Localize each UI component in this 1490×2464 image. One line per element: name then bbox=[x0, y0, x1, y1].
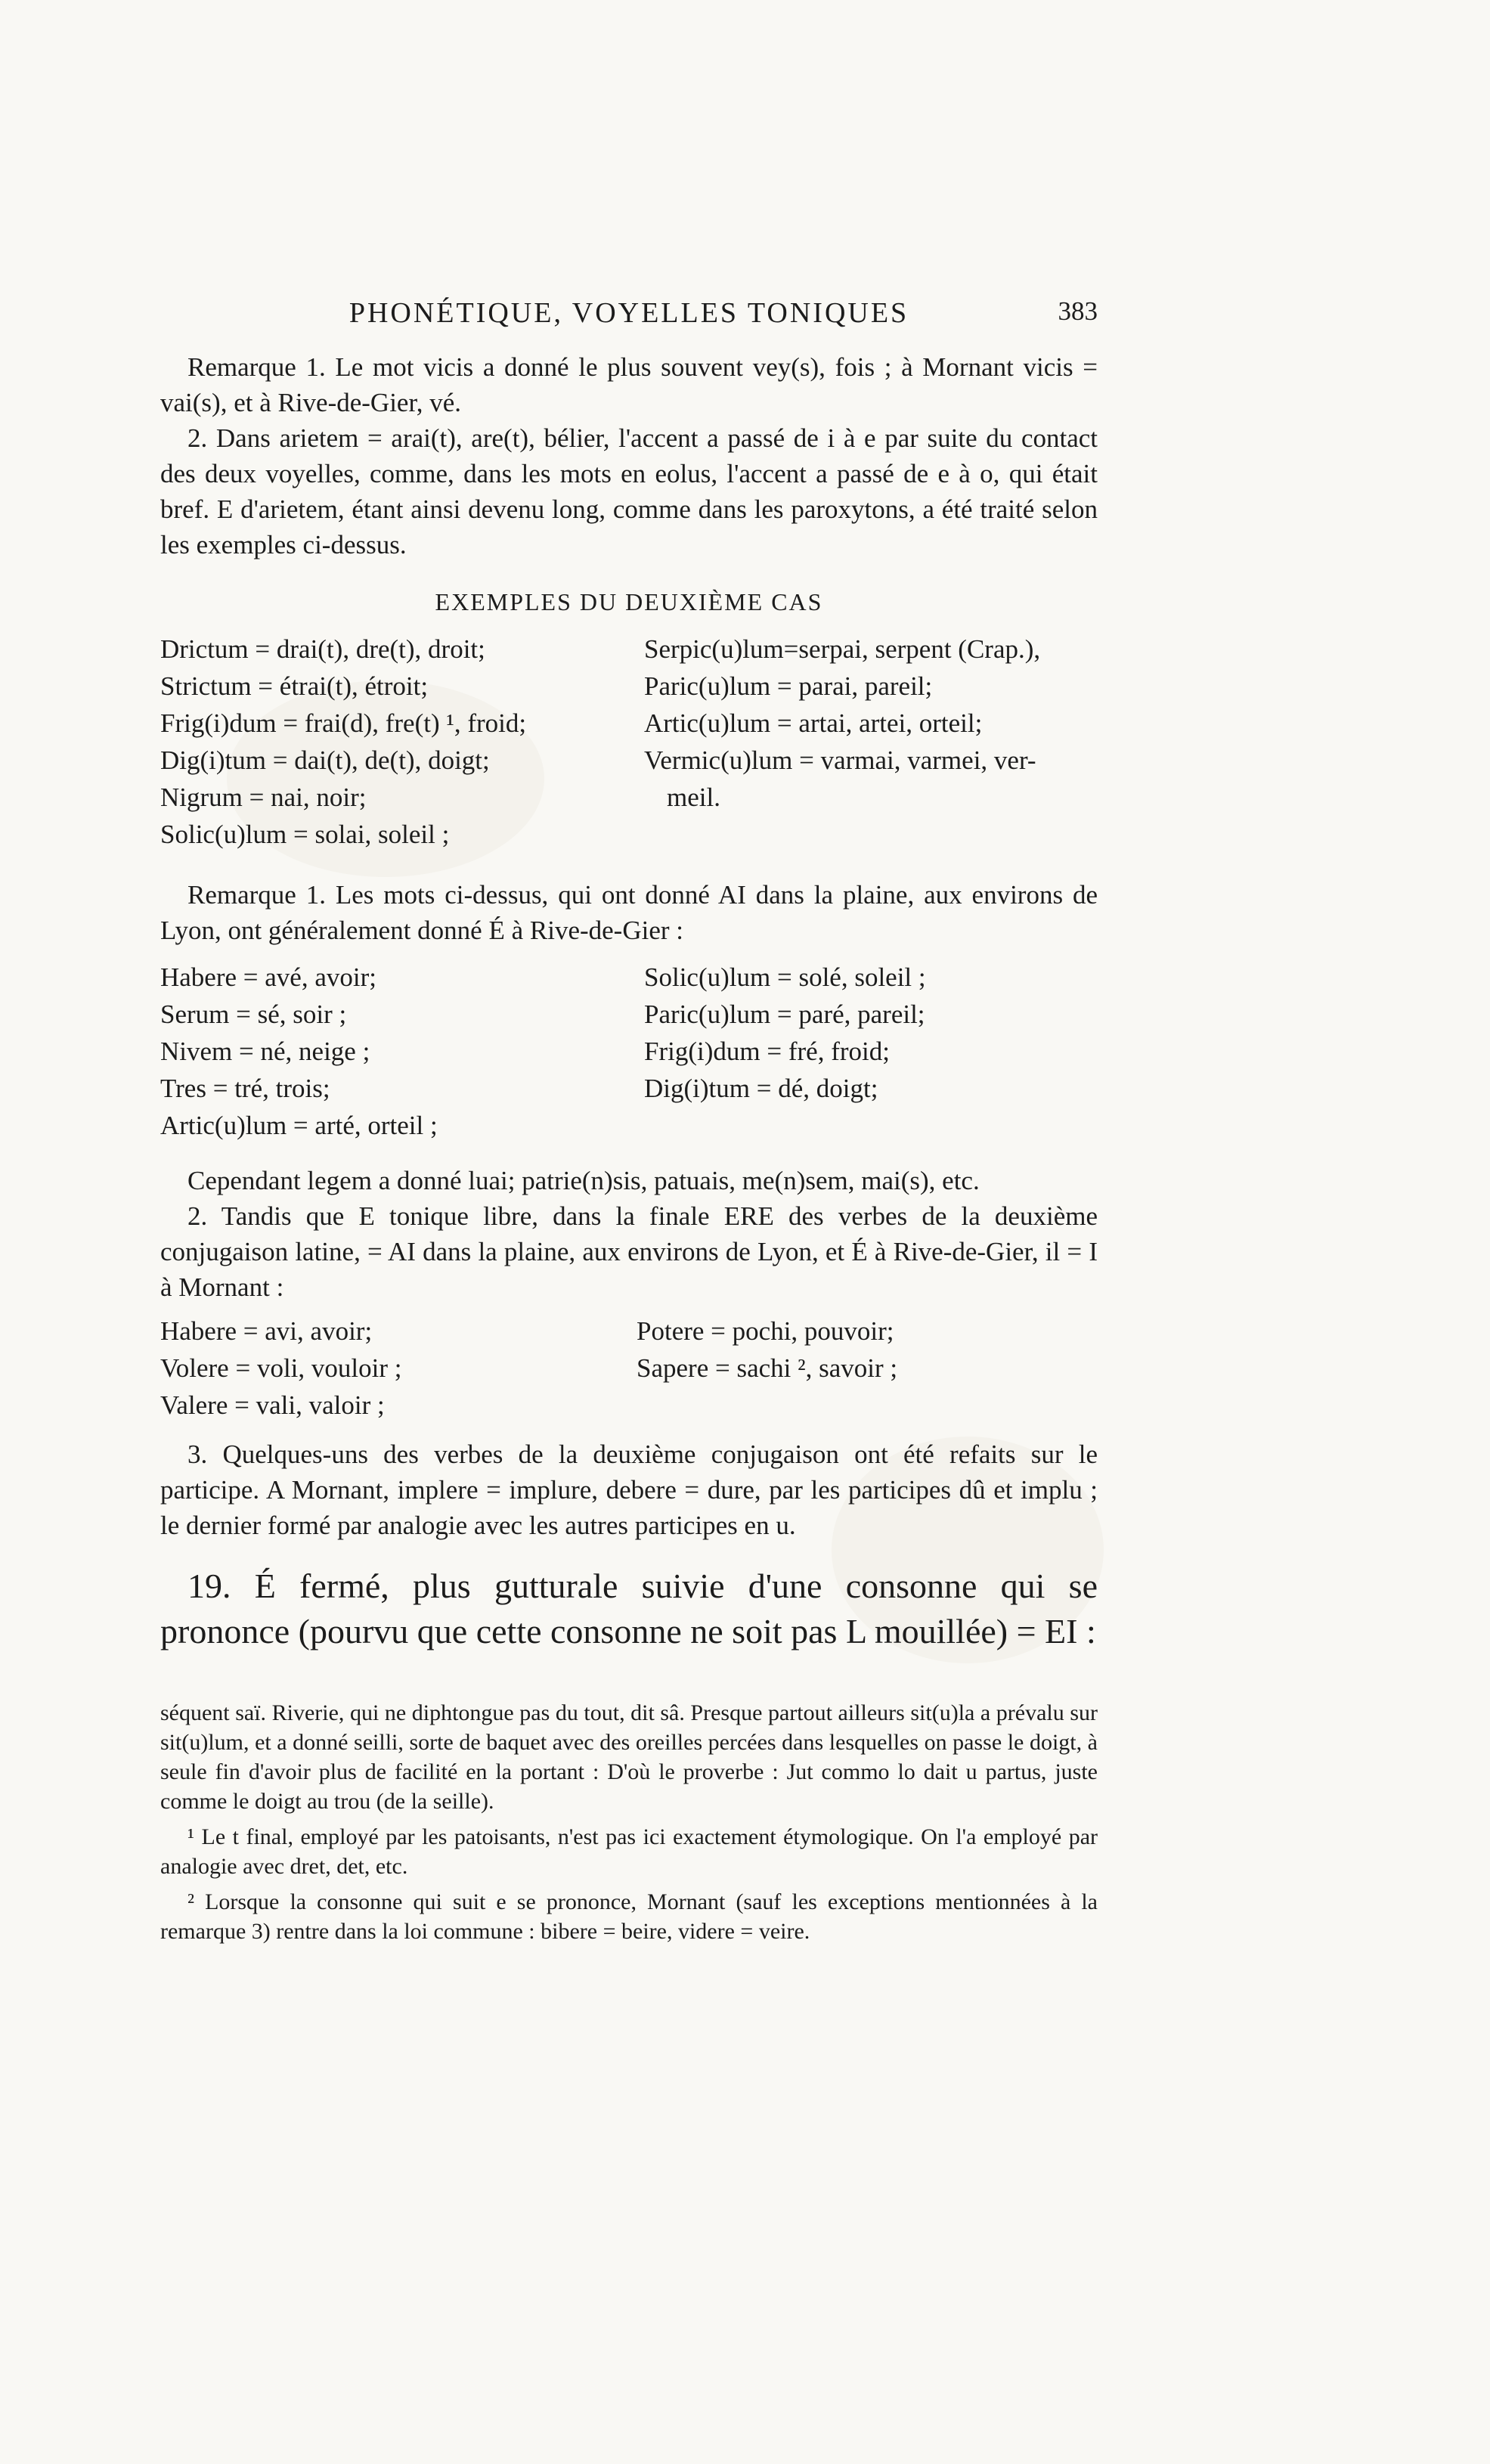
examples-left-column bbox=[160, 631, 526, 853]
text-line: Remarque 1. Les mots ci-dessus, qui ont donné AI dans la plaine, aux environs de Lyon, ont généralement donné É à Rive-de-Gier : bbox=[160, 880, 1098, 945]
example-line: Vermic(u)lum = varmai, varmei, ver- bbox=[644, 745, 1036, 775]
example-line: Volere = voli, vouloir ; bbox=[160, 1353, 402, 1383]
example-line: Drictum = drai(t), dre(t), droit; bbox=[160, 634, 485, 664]
paragraph-remarque-vicis bbox=[160, 349, 1098, 563]
list3-left-column bbox=[160, 1313, 401, 1424]
list3-right-column bbox=[637, 1313, 897, 1387]
example-line: Nivem = né, neige ; bbox=[160, 1037, 370, 1066]
text-line: Cependant legem a donné luai; patrie(n)sis, patuais, me(n)sem, mai(s), etc. bbox=[187, 1166, 980, 1195]
example-line: meil. bbox=[667, 783, 720, 812]
text-line: 2. Tandis que E tonique libre, dans la finale ERE des verbes de la deuxième conjugaison latine, = AI dans la plaine, aux environs de Lyon, et É à Rive-de-Gier, il = I à Mornant : bbox=[160, 1201, 1098, 1302]
paragraph-remarque-1 bbox=[160, 877, 1098, 948]
section-heading: EXEMPLES DU DEUXIÈME CAS bbox=[435, 588, 823, 615]
example-line: Frig(i)dum = frai(d), fre(t) ¹, froid; bbox=[160, 708, 527, 738]
footnote-1: ¹ Le t final, employé par les patoisants, n'est pas ici exactement étymologique. On l'a employé par analogie avec dret, det, etc. bbox=[160, 1824, 1098, 1879]
section-19-heading: 19. É fermé, plus gutturale suivie d'une consonne qui se prononce (pourvu que cette consonne ne soit pas L mouillée) = EI : bbox=[160, 1567, 1098, 1650]
text-line: Remarque 1. Le mot vicis a donné le plus souvent vey(s), fois ; à Mornant vicis = vai(s), et à Rive-de-Gier, vé. bbox=[160, 352, 1098, 417]
example-line: Dig(i)tum = dai(t), de(t), doigt; bbox=[160, 745, 490, 775]
example-line: Serpic(u)lum=serpai, serpent (Crap.), bbox=[644, 634, 1041, 664]
examples-right-column bbox=[644, 631, 1040, 816]
example-line: Serum = sé, soir ; bbox=[160, 1000, 347, 1029]
footnote-2: ² Lorsque la consonne qui suit e se prononce, Mornant (sauf les exceptions mentionnées à la remarque 3) rentre dans la loi commune : bibere = beire, videre = veire. bbox=[160, 1889, 1098, 1944]
example-line: Solic(u)lum = solai, soleil ; bbox=[160, 820, 450, 849]
footnote-continuation: séquent saï. Riverie, qui ne diphtongue pas du tout, dit sâ. Presque partout ailleurs sit(u)la a prévalu sur sit(u)lum, et a donné seilli, sorte de baquet avec des oreilles percées dans lesquelles on passe le doigt, à seule fin d'avoir plus de facilité en la portant : D'où le proverbe : Jut commo lo dait u partus, juste comme le doigt au trou (de la seille). bbox=[160, 1700, 1098, 1814]
example-line: Strictum = étrai(t), étroit; bbox=[160, 671, 429, 701]
example-line: Artic(u)lum = arté, orteil ; bbox=[160, 1111, 438, 1140]
example-line: Nigrum = nai, noir; bbox=[160, 783, 367, 812]
list2-left-column bbox=[160, 959, 438, 1144]
footnotes bbox=[160, 1698, 1098, 1946]
example-line: Frig(i)dum = fré, froid; bbox=[644, 1037, 890, 1066]
example-line: Potere = pochi, pouvoir; bbox=[637, 1316, 894, 1346]
paragraph-3 bbox=[160, 1437, 1098, 1543]
example-line: Paric(u)lum = parai, pareil; bbox=[644, 671, 933, 701]
text-line: 3. Quelques-uns des verbes de la deuxième conjugaison ont été refaits sur le participe. A Mornant, implere = implure, debere = dure, par les participes dû et implu ; le dernier formé par analogie avec les autres participes en u. bbox=[160, 1440, 1098, 1540]
example-line: Valere = vali, valoir ; bbox=[160, 1390, 385, 1420]
list2-right-column bbox=[644, 959, 926, 1107]
text-line: 2. Dans arietem = arai(t), are(t), bélier, l'accent a passé de i à e par suite du contact des deux voyelles, comme, dans les mots en eolus, l'accent a passé de e à o, qui était bref. E d'arietem, étant ainsi devenu long, comme dans les paroxytons, a été traité selon les exemples ci-dessus. bbox=[160, 423, 1098, 559]
page-number: 383 bbox=[1058, 296, 1098, 326]
paragraph-cependant bbox=[160, 1163, 1098, 1305]
example-line: Habere = avi, avoir; bbox=[160, 1316, 373, 1346]
example-line: Artic(u)lum = artai, artei, orteil; bbox=[644, 708, 983, 738]
example-line: Solic(u)lum = solé, soleil ; bbox=[644, 962, 926, 992]
example-line: Sapere = sachi ², savoir ; bbox=[637, 1353, 898, 1383]
example-line: Dig(i)tum = dé, doigt; bbox=[644, 1074, 878, 1103]
example-line: Tres = tré, trois; bbox=[160, 1074, 330, 1103]
example-line: Paric(u)lum = paré, pareil; bbox=[644, 1000, 925, 1029]
example-line: Habere = avé, avoir; bbox=[160, 962, 376, 992]
running-header: PHONÉTIQUE, VOYELLES TONIQUES bbox=[348, 297, 909, 329]
